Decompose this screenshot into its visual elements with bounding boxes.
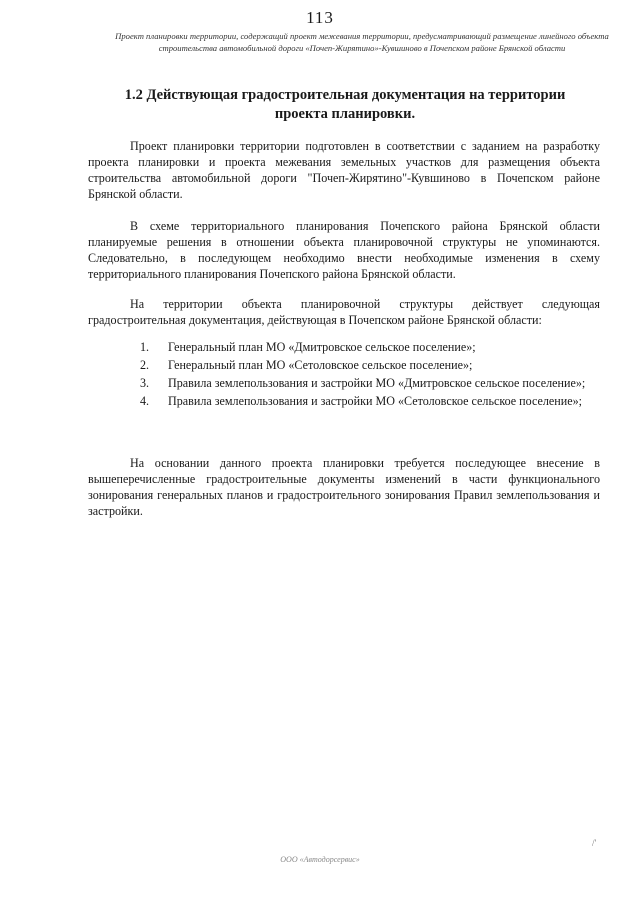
- list-item: [100, 339, 600, 355]
- list-item-number: 3.: [140, 376, 150, 390]
- paragraph-territorial-scheme: В схеме территориального планирования Почепского района Брянской области планируемые решения в отношении объекта планировочной структуры не упоминаются. Следовательно, в последующем необходимо внести необходимые изменения в схему территориального планирования Почепского района Брянской области.: [88, 219, 600, 281]
- list-item-text: Правила землепользования и застройки МО «Сетоловское сельское поселение»;: [168, 394, 583, 408]
- list-item: [100, 375, 600, 391]
- page-number: 113: [306, 8, 334, 27]
- list-item-number: 1.: [140, 340, 150, 354]
- list-item-text: Правила землепользования и застройки МО «Дмитровское сельское поселение»;: [168, 376, 586, 390]
- list-item-text: Генеральный план МО «Сетоловское сельское поселение»;: [168, 358, 473, 372]
- list-item: [100, 357, 600, 373]
- paragraph-conclusion: На основании данного проекта планировки требуется последующее внесение в вышеперечисленные градостроительные документы изменений в части функционального зонирования генеральных планов и градостроительного зонирования Правил землепользования и застройки.: [88, 456, 600, 518]
- list-item-text: Генеральный план МО «Дмитровское сельское поселение»;: [168, 340, 476, 354]
- paragraph-intro: Проект планировки территории подготовлен в соответствии с заданием на разработку проекта планировки и проекта межевания земельных участков для размещения объекта строительства автомобильной дороги "Почеп-Жирятино"-Кувшиново в Почепском районе Брянской области.: [88, 139, 600, 201]
- section-title: 1.2 Действующая градостроительная документация на территории проекта планировки.: [124, 87, 566, 122]
- stray-mark: /': [592, 838, 597, 848]
- list-item-number: 2.: [140, 358, 150, 372]
- documentation-list: [100, 339, 600, 411]
- paragraph-documentation-intro: На территории объекта планировочной структуры действует следующая градостроительная документация, действующая в Почепском районе Брянской области:: [88, 297, 600, 327]
- page-footer: ООО «Автодорсервис»: [280, 855, 360, 864]
- list-item: [100, 393, 600, 409]
- list-item-number: 4.: [140, 394, 150, 408]
- document-header-note: Проект планировки территории, содержащий проект межевания территории, предусматривающий размещение линейного объекта строительства автомобильной дороги «Почеп-Жирятино»-Кувшиново в Почепском районе Брянской области: [115, 31, 609, 53]
